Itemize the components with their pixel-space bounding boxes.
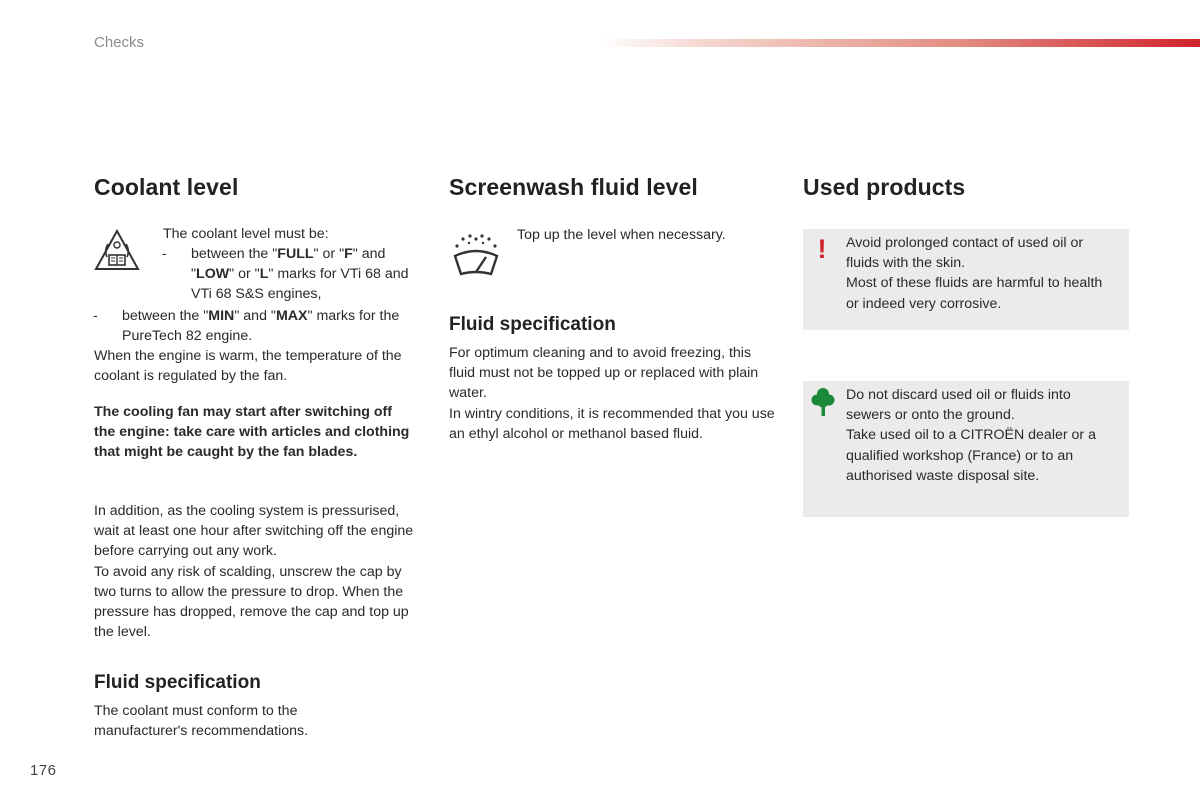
coolant-pressure-text bbox=[94, 501, 424, 642]
environment-box bbox=[803, 381, 1129, 517]
coolant-bullet-vti: - between the "FULL" or "F" and "LOW" or "L" marks for VTi 68 and VTi 68 S&S engines, bbox=[162, 246, 409, 303]
pressure-paragraph-2: To avoid any risk of scalding, unscrew the cap by two turns to allow the pressure to drop. When the pressure has dropped, remove the cap and top up the level. bbox=[94, 563, 409, 641]
used-products-section bbox=[803, 172, 1129, 202]
environment-line-1: Do not discard used oil or fluids into sewers or onto the ground. bbox=[846, 387, 1071, 424]
tree-icon bbox=[811, 387, 835, 417]
coolant-bullet-puretech: - between the "MIN" and "MAX" marks for the PureTech 82 engine. bbox=[93, 308, 400, 345]
screenwash-top-up-text: Top up the level when necessary. bbox=[517, 227, 726, 243]
health-warning-line-2: Most of these fluids are harmful to health or indeed very corrosive. bbox=[846, 275, 1103, 312]
section-label: Checks bbox=[94, 34, 145, 51]
environment-line-2: Take used oil to a CITROËN dealer or a qualified workshop (France) or to an authorised waste disposal site. bbox=[846, 427, 1096, 484]
screenwash-section bbox=[449, 172, 779, 202]
screenwash-icon bbox=[449, 230, 503, 282]
page-number: 176 bbox=[30, 762, 57, 779]
used-products-title: Used products bbox=[803, 174, 966, 200]
screenwash-spec-text bbox=[449, 343, 779, 444]
coolant-section bbox=[93, 172, 424, 385]
pressure-paragraph-1: In addition, as the cooling system is pressurised, wait at least one hour after switching off the engine before carrying out any work. bbox=[94, 503, 414, 560]
screenwash-spec-paragraph-2: In wintry conditions, it is recommended that you use an ethyl alcohol or methanol based fluid. bbox=[449, 405, 775, 442]
health-warning-box bbox=[803, 229, 1129, 330]
coolant-intro-text: The coolant level must be: bbox=[163, 226, 329, 242]
health-warning-text bbox=[846, 233, 1116, 314]
coolant-warning-icon bbox=[94, 228, 140, 272]
bullet-dash: - bbox=[93, 308, 98, 324]
coolant-spec-title: Fluid specification bbox=[94, 672, 261, 693]
screenwash-spec-paragraph-1: For optimum cleaning and to avoid freezing, this fluid must not be topped up or replaced with plain water. bbox=[449, 345, 759, 402]
coolant-bullet-list-2 bbox=[93, 306, 422, 346]
cooling-fan-warning: The cooling fan may start after switching off the engine: take care with articles and clothing that might be caught by the fan blades. bbox=[94, 404, 410, 461]
coolant-spec-text: The coolant must conform to the manufacturer's recommendations. bbox=[94, 703, 309, 740]
coolant-bullet-list-1 bbox=[162, 244, 431, 305]
screenwash-title: Screenwash fluid level bbox=[449, 174, 698, 200]
header-accent-bar bbox=[598, 39, 1200, 47]
coolant-warm-text: When the engine is warm, the temperature of the coolant is regulated by the fan. bbox=[94, 348, 402, 385]
bullet-dash: - bbox=[162, 246, 167, 262]
environment-text bbox=[846, 385, 1116, 486]
coolant-title: Coolant level bbox=[94, 174, 239, 200]
health-warning-line-1: Avoid prolonged contact of used oil or fluids with the skin. bbox=[846, 235, 1084, 272]
exclamation-icon: ! bbox=[817, 234, 827, 264]
screenwash-spec-title: Fluid specification bbox=[449, 314, 616, 335]
